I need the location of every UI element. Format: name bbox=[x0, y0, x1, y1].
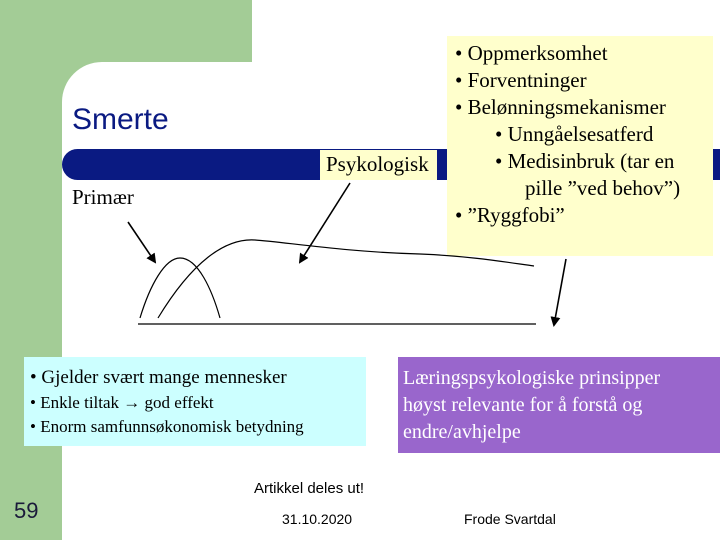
handout-note: Artikkel deles ut! bbox=[254, 480, 365, 497]
label-primaer: Primær bbox=[72, 185, 134, 209]
factor-item: • Forventninger bbox=[455, 68, 587, 92]
learning-line: endre/avhjelpe bbox=[403, 421, 521, 443]
arrow-factors bbox=[554, 259, 566, 325]
impact-item: • Gjelder svært mange mennesker bbox=[30, 367, 287, 388]
arrow-primaer bbox=[128, 222, 155, 262]
impact-item: • Enkle tiltak → god effekt bbox=[30, 393, 214, 412]
factor-item: • Belønningsmekanismer bbox=[455, 95, 666, 119]
factor-item: • Oppmerksomhet bbox=[455, 41, 608, 65]
arrow-psykologisk bbox=[300, 183, 350, 262]
footer-author: Frode Svartdal bbox=[464, 511, 556, 527]
slide-title: Smerte bbox=[72, 103, 169, 136]
impact-box bbox=[24, 357, 366, 446]
psychological-pain-curve bbox=[158, 240, 534, 318]
factor-subitem: • Medisinbruk (tar en bbox=[495, 149, 675, 173]
impact-item: • Enorm samfunnsøkonomisk betydning bbox=[30, 417, 304, 436]
learning-line: Læringspsykologiske prinsipper bbox=[403, 367, 661, 389]
page-number: 59 bbox=[14, 498, 39, 523]
factor-subitem: • Unngåelsesatferd bbox=[495, 122, 654, 146]
label-psykologisk: Psykologisk bbox=[320, 150, 437, 180]
learning-box bbox=[398, 357, 720, 453]
primary-pain-curve bbox=[140, 258, 220, 318]
footer-date: 31.10.2020 bbox=[282, 511, 353, 527]
factor-item: • ”Ryggfobi” bbox=[455, 203, 565, 227]
learning-line: høyst relevante for å forstå og bbox=[403, 394, 643, 416]
factor-subitem-continuation: pille ”ved behov”) bbox=[525, 176, 681, 200]
